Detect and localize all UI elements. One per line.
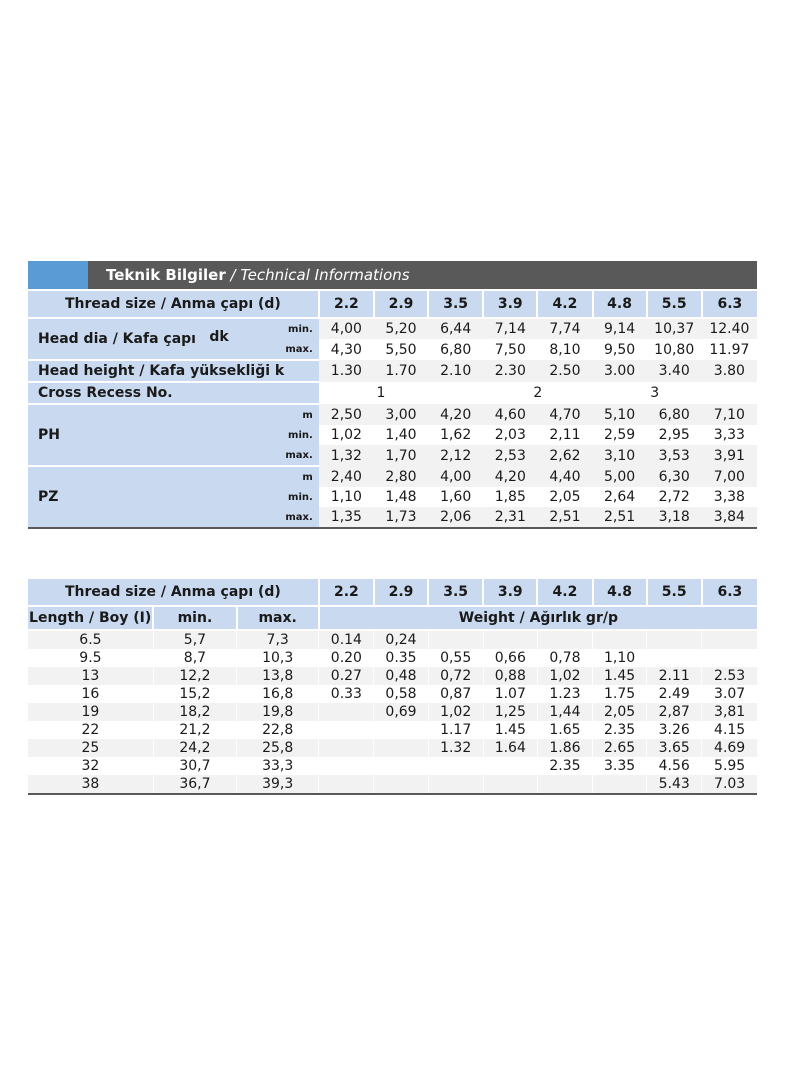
pz-m-row-value: 4,00 — [428, 466, 483, 487]
weight-value: 2.65 — [593, 739, 647, 757]
pz-max-row-value: 2,51 — [537, 507, 592, 528]
weight-value: 0,87 — [428, 685, 483, 703]
weight-value — [483, 775, 537, 794]
pz-label: PZ — [28, 466, 279, 528]
ph-label: PH — [28, 404, 279, 466]
weight-value: 1,25 — [483, 703, 537, 721]
head-dia-max-row-qualifier: max. — [279, 339, 319, 360]
weight-value: 2.49 — [647, 685, 702, 703]
pz-min-row-qualifier: min. — [279, 487, 319, 507]
weight-value: 1.45 — [483, 721, 537, 739]
weight-value: 1,02 — [428, 703, 483, 721]
ph-m-row-value: 3,00 — [374, 404, 428, 425]
pz-max-row-qualifier: max. — [279, 507, 319, 528]
weight-table — [28, 579, 757, 795]
length-value: 25 — [28, 739, 153, 757]
head-dia-label — [28, 318, 279, 360]
weight-value: 2.35 — [593, 721, 647, 739]
weight-value: 1,02 — [537, 667, 592, 685]
ph-max-row-value: 2,62 — [537, 445, 592, 466]
ph-max-row-value: 3,53 — [647, 445, 702, 466]
length-label: Length / Boy (I) — [28, 606, 153, 630]
pz-max-row-value: 2,06 — [428, 507, 483, 528]
pz-min-row-value: 3,38 — [702, 487, 757, 507]
weight-value: 3.65 — [647, 739, 702, 757]
weight-value — [319, 775, 374, 794]
head-dia-max-row-value: 5,50 — [374, 339, 428, 360]
head-dia-min-row-value: 7,74 — [537, 318, 592, 339]
pz-m-row-value: 2,80 — [374, 466, 428, 487]
banner-title — [106, 261, 410, 289]
length-value: 6.5 — [28, 630, 153, 649]
head-dia-symbol: dk — [209, 329, 229, 345]
min-value: 5,7 — [153, 630, 236, 649]
weight-value: 0,88 — [483, 667, 537, 685]
weight-value — [319, 739, 374, 757]
head-height-value: 1.70 — [374, 360, 428, 382]
weight-value — [702, 630, 757, 649]
weight-value: 0.33 — [319, 685, 374, 703]
head-dia-max-row-value: 10,80 — [647, 339, 702, 360]
min-value: 8,7 — [153, 649, 236, 667]
table-row — [28, 649, 757, 667]
weight-value: 4.56 — [647, 757, 702, 775]
table-row — [28, 721, 757, 739]
table-row — [28, 775, 757, 794]
weight-value — [702, 649, 757, 667]
weight-value: 0.20 — [319, 649, 374, 667]
pz-min-row-value: 1,48 — [374, 487, 428, 507]
weight-value — [428, 630, 483, 649]
pz-m-row-value: 7,00 — [702, 466, 757, 487]
thread-size-3.9: 3.9 — [483, 579, 537, 606]
min-value: 12,2 — [153, 667, 236, 685]
weight-value: 0.35 — [374, 649, 428, 667]
length-value: 16 — [81, 686, 100, 702]
pz-min-row-value: 1,60 — [428, 487, 483, 507]
technical-table — [28, 291, 757, 529]
pz-m-row-value: 4,20 — [483, 466, 537, 487]
ph-min-row-value: 2,95 — [647, 425, 702, 445]
pz-m-row-value: 2,40 — [319, 466, 374, 487]
weight-value — [537, 630, 592, 649]
weight-value: 4.15 — [702, 721, 757, 739]
ph-m-row-value: 5,10 — [593, 404, 647, 425]
weight-value — [483, 630, 537, 649]
ph-max-row-value: 2,53 — [483, 445, 537, 466]
weight-value: 1.65 — [537, 721, 592, 739]
weight-value: 7.03 — [702, 775, 757, 794]
weight-value — [374, 739, 428, 757]
head-height-value: 2.10 — [428, 360, 483, 382]
max-value: 13,8 — [237, 667, 319, 685]
header-row — [28, 291, 757, 318]
thread-size-5.5: 5.5 — [647, 579, 702, 606]
weight-value — [647, 630, 702, 649]
ph-m-row-value: 4,70 — [537, 404, 592, 425]
pz-min-row-value: 2,64 — [593, 487, 647, 507]
ph-max-row-value: 3,10 — [593, 445, 647, 466]
weight-value: 2.53 — [702, 667, 757, 685]
weight-value: 3.07 — [702, 685, 757, 703]
thread-size-2.2: 2.2 — [319, 579, 374, 606]
table-row — [28, 667, 757, 685]
weight-value: 4.69 — [702, 739, 757, 757]
min-value: 36,7 — [153, 775, 236, 794]
weight-value — [319, 703, 374, 721]
weight-value: 0,55 — [428, 649, 483, 667]
pz-max-row-value: 1,73 — [374, 507, 428, 528]
max-value: 7,3 — [237, 630, 319, 649]
head-dia-min-row — [28, 318, 757, 339]
thread-size-6.3: 6.3 — [702, 579, 757, 606]
ph-m-row-value: 2,50 — [319, 404, 374, 425]
max-value: 25,8 — [237, 739, 319, 757]
max-value: 19,8 — [237, 703, 319, 721]
table-row — [28, 703, 757, 721]
weight-value: 1.17 — [428, 721, 483, 739]
head-dia-max-row-value: 6,80 — [428, 339, 483, 360]
pz-m-row-qualifier: m — [279, 466, 319, 487]
head-dia-max-row-value: 11.97 — [702, 339, 757, 360]
pz-max-row-value: 1,35 — [319, 507, 374, 528]
weight-value — [483, 757, 537, 775]
ph-max-row-value: 2,12 — [428, 445, 483, 466]
weight-value: 0.14 — [319, 630, 374, 649]
head-dia-min-row-value: 5,20 — [374, 318, 428, 339]
weight-value — [374, 721, 428, 739]
ph-m-row-value: 4,60 — [483, 404, 537, 425]
thread-size-4.8: 4.8 — [593, 291, 647, 318]
weight-value: 2.35 — [537, 757, 592, 775]
ph-min-row-value: 3,33 — [702, 425, 757, 445]
head-dia-min-row-value: 4,00 — [319, 318, 374, 339]
weight-value: 1,44 — [537, 703, 592, 721]
pz-min-row-value: 2,72 — [647, 487, 702, 507]
head-dia-min-row-value: 9,14 — [593, 318, 647, 339]
weight-value: 3.35 — [593, 757, 647, 775]
weight-value — [374, 775, 428, 794]
banner-title-bold: Teknik Bilgiler — [106, 266, 226, 284]
weight-value: 2,87 — [647, 703, 702, 721]
max-value: 39,3 — [237, 775, 319, 794]
head-dia-min-row-value: 7,14 — [483, 318, 537, 339]
weight-label: Weight / Ağırlık gr/p — [319, 606, 757, 630]
max-value: 16,8 — [237, 685, 319, 703]
thread-size-3.9: 3.9 — [483, 291, 537, 318]
ph-min-row-value: 1,02 — [319, 425, 374, 445]
head-height-label: Head height / Kafa yüksekliği k — [28, 360, 319, 382]
max-value: 22,8 — [237, 721, 319, 739]
weight-value — [537, 775, 592, 794]
weight-value: 1.45 — [593, 667, 647, 685]
subheader-row — [28, 606, 757, 630]
head-height-value: 3.80 — [702, 360, 757, 382]
weight-value: 5.95 — [702, 757, 757, 775]
ph-m-row-value: 4,20 — [428, 404, 483, 425]
weight-value: 1.07 — [483, 685, 537, 703]
ph-m-row — [28, 404, 757, 425]
head-dia-max-row-value: 7,50 — [483, 339, 537, 360]
head-height-value: 3.40 — [647, 360, 702, 382]
pz-min-row-value: 1,10 — [319, 487, 374, 507]
weight-value: 1.75 — [593, 685, 647, 703]
head-height-value: 2.50 — [537, 360, 592, 382]
head-dia-min-row-value: 12.40 — [702, 318, 757, 339]
weight-value: 1,10 — [593, 649, 647, 667]
ph-m-row-qualifier: m — [279, 404, 319, 425]
length-value: 9.5 — [79, 650, 102, 666]
head-dia-text: Head dia / Kafa çapı — [38, 331, 196, 347]
ph-min-row-value: 1,40 — [374, 425, 428, 445]
pz-m-row-value: 5,00 — [593, 466, 647, 487]
min-value: 18,2 — [153, 703, 236, 721]
max-label: max. — [237, 606, 319, 630]
thread-size-4.8: 4.8 — [593, 579, 647, 606]
max-value: 10,3 — [237, 649, 319, 667]
weight-value: 0,24 — [374, 630, 428, 649]
header-row — [28, 579, 757, 606]
head-height-row — [28, 360, 757, 382]
ph-min-row-qualifier: min. — [279, 425, 319, 445]
thread-size-2.9: 2.9 — [374, 291, 428, 318]
head-dia-max-row-value: 8,10 — [537, 339, 592, 360]
weight-value — [428, 775, 483, 794]
head-height-value: 3.00 — [593, 360, 647, 382]
weight-value: 1.64 — [483, 739, 537, 757]
table-row — [28, 685, 757, 703]
ph-m-row-value: 6,80 — [647, 404, 702, 425]
weight-value: 1.23 — [537, 685, 592, 703]
length-value: 32 — [81, 758, 100, 774]
weight-value: 2,05 — [593, 703, 647, 721]
weight-value: 1.32 — [428, 739, 483, 757]
pz-m-row-value: 6,30 — [647, 466, 702, 487]
head-dia-min-row-value: 10,37 — [647, 318, 702, 339]
weight-value: 0,66 — [483, 649, 537, 667]
banner-accent-block — [28, 261, 88, 289]
head-dia-max-row-value: 4,30 — [319, 339, 374, 360]
table-row — [28, 630, 757, 649]
head-height-value: 1.30 — [319, 360, 374, 382]
weight-value — [319, 757, 374, 775]
weight-value: 0,48 — [374, 667, 428, 685]
banner-title-italic: / Technical Informations — [230, 266, 410, 284]
length-value: 13 — [28, 667, 153, 685]
cross-recess-label: Cross Recess No. — [28, 382, 319, 404]
weight-value — [374, 757, 428, 775]
ph-max-row-value: 1,32 — [319, 445, 374, 466]
head-dia-max-row-value: 9,50 — [593, 339, 647, 360]
thread-size-5.5: 5.5 — [647, 291, 702, 318]
weight-value: 3,81 — [702, 703, 757, 721]
weight-value: 3.26 — [647, 721, 702, 739]
thread-size-3.5: 3.5 — [428, 291, 483, 318]
ph-min-row-value: 2,59 — [593, 425, 647, 445]
weight-value: 0,78 — [537, 649, 592, 667]
table-row — [28, 757, 757, 775]
length-value: 38 — [28, 775, 153, 794]
pz-max-row-value: 3,18 — [647, 507, 702, 528]
cross-recess-value: 1 — [319, 382, 483, 404]
ph-max-row-qualifier: max. — [279, 445, 319, 466]
ph-m-row-value: 7,10 — [702, 404, 757, 425]
cross-recess-value: 3 — [593, 382, 758, 404]
min-label: min. — [153, 606, 236, 630]
weight-value: 1.86 — [537, 739, 592, 757]
ph-min-row-value: 2,03 — [483, 425, 537, 445]
ph-min-row-value: 1,62 — [428, 425, 483, 445]
min-value: 15,2 — [153, 685, 236, 703]
thread-size-label: Thread size / Anma çapı (d) — [28, 291, 319, 318]
min-value: 30,7 — [153, 757, 236, 775]
min-value: 21,2 — [153, 721, 236, 739]
pz-min-row-value: 2,05 — [537, 487, 592, 507]
weight-value — [593, 630, 647, 649]
pz-max-row-value: 2,51 — [593, 507, 647, 528]
pz-min-row-value: 1,85 — [483, 487, 537, 507]
thread-size-2.9: 2.9 — [374, 579, 428, 606]
length-value: 19 — [28, 703, 153, 721]
weight-value — [593, 775, 647, 794]
thread-size-4.2: 4.2 — [537, 291, 592, 318]
length-value: 22 — [81, 722, 100, 738]
head-height-value: 2.30 — [483, 360, 537, 382]
ph-min-row-value: 2,11 — [537, 425, 592, 445]
weight-value: 0.27 — [319, 667, 374, 685]
weight-value — [319, 721, 374, 739]
max-value: 33,3 — [237, 757, 319, 775]
ph-max-row-value: 3,91 — [702, 445, 757, 466]
weight-value: 2.11 — [647, 667, 702, 685]
cross-recess-value: 2 — [483, 382, 592, 404]
section-banner — [28, 261, 757, 289]
thread-size-6.3: 6.3 — [702, 291, 757, 318]
head-dia-min-row-qualifier: min. — [279, 318, 319, 339]
thread-size-label: Thread size / Anma çapı (d) — [28, 579, 319, 606]
weight-value: 0,69 — [374, 703, 428, 721]
pz-m-row-value: 4,40 — [537, 466, 592, 487]
pz-max-row-value: 3,84 — [702, 507, 757, 528]
cross-recess-row — [28, 382, 757, 404]
pz-m-row — [28, 466, 757, 487]
head-dia-min-row-value: 6,44 — [428, 318, 483, 339]
pz-max-row-value: 2,31 — [483, 507, 537, 528]
thread-size-3.5: 3.5 — [428, 579, 483, 606]
ph-max-row-value: 1,70 — [374, 445, 428, 466]
min-value: 24,2 — [153, 739, 236, 757]
weight-value: 0,72 — [428, 667, 483, 685]
thread-size-2.2: 2.2 — [319, 291, 374, 318]
thread-size-4.2: 4.2 — [537, 579, 592, 606]
table-row — [28, 739, 757, 757]
weight-value — [428, 757, 483, 775]
weight-value: 0,58 — [374, 685, 428, 703]
weight-value — [647, 649, 702, 667]
weight-value: 5.43 — [647, 775, 702, 794]
